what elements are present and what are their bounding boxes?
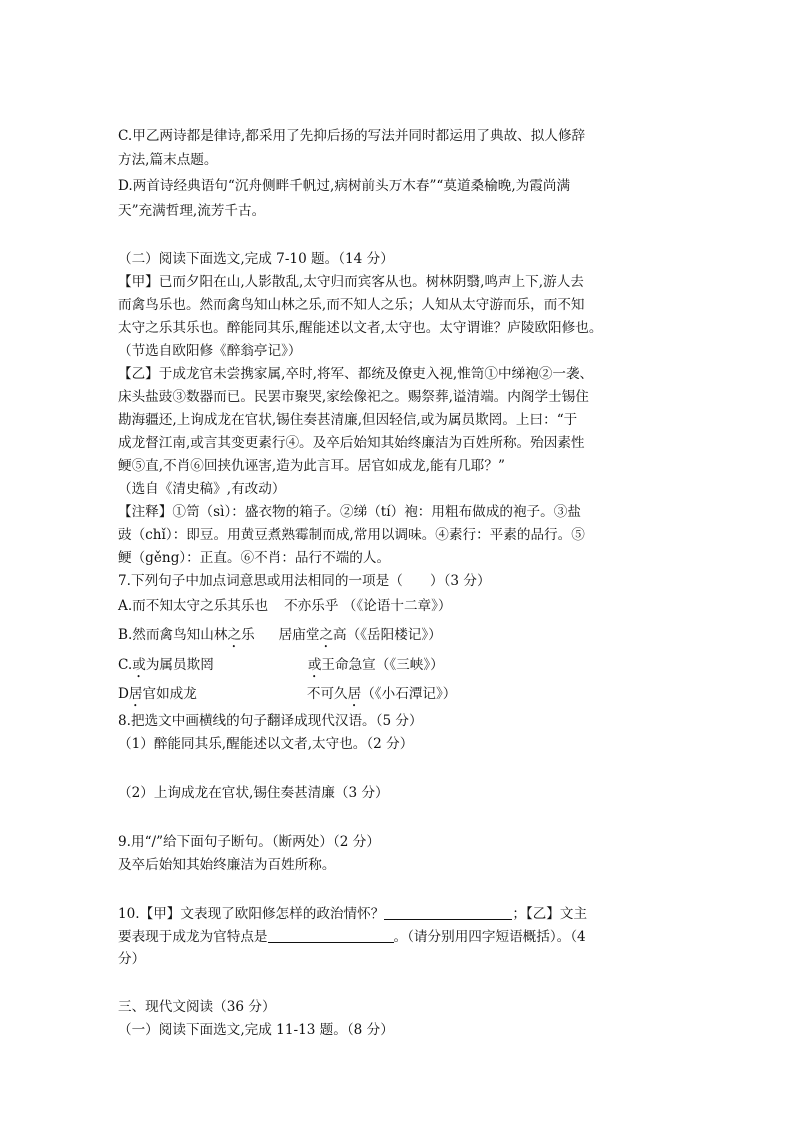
section-2-heading: （二）阅读下面选文,完成 7-10 题。（14 分） [118,251,394,267]
section-3-heading: 三、现代文阅读（36 分） [118,999,276,1015]
question-7-option-d: D居官如成龙 不可久居（《小石潭记》） [118,686,457,702]
dotted-word: 居 [347,686,362,702]
dotted-word: 或 [307,657,322,673]
section-3-subheading: （一）阅读下面选文,完成 11-13 题。（8 分） [118,1022,394,1038]
question-9-sentence: 及卒后始知其始终廉洁为百姓所称。 [118,857,336,873]
notes-line2: 豉（chǐ）：即豆。用黄豆煮熟霉制而成,常用以调味。④素行：平素的品行。⑤ [118,527,585,543]
notes-line3: 鲠（gěng）：正直。⑥不肖：品行不端的人。 [118,550,391,566]
passage-yi-source: （选自《清史稿》,有改动） [118,481,286,497]
question-7-option-a [118,598,678,615]
question-7-option-c: C.或为属员欺罔 或王命急宣（《三峡》） [118,657,444,673]
passage-yi-line5: 鲠⑤直,不肖⑥回挟仇诬害,造为此言耳。居官如成龙,能有几耶？” [118,458,505,474]
question-8-sentence-2: （2）上询成龙在官状,锡住奏甚清廉（3 分） [118,785,389,801]
question-7-title: 7.下列句子中加点词意思或用法相同的一项是（ ）（3 分） [118,573,491,589]
question-7-option-b: B.然而禽鸟知山林之乐 居庙堂之高（《岳阳楼记》） [118,627,442,643]
option-d-line1: D.两首诗经典语句“沉舟侧畔千帆过,病树前头万木春”“莫道桑榆晚,为霞尚满 [118,178,571,194]
option-c-line2: 方法,篇末点题。 [118,152,218,168]
question-10-line1: 10.【甲】文表现了欧阳修怎样的政治情怀？ ；【乙】文主 [118,906,588,922]
passage-jia-source: （节选自欧阳修《醉翁亭记》） [118,343,302,359]
option-d-line2: 天”充满哲理,流芳千古。 [118,203,266,219]
dotted-word: 之 [227,627,242,643]
question-8-title: 8.把选文中画横线的句子翻译成现代汉语。（5 分） [118,713,423,729]
dotted-word: 居 [128,686,143,702]
question-10-line3: 分） [118,951,146,967]
passage-yi-line3: 勘海疆还,上询成龙在官状,锡住奏甚清廉,但因轻信,或为属员欺罔。上曰：“于 [118,412,578,428]
answer-blank-2[interactable] [268,928,394,943]
option-a-left: A.而不知太守之乐其乐也 [118,598,269,614]
passage-yi-line4: 成龙督江南,或言其变更素行④。及卒后始知其始终廉洁为百姓所称。殆因素性 [118,435,585,451]
option-a-right: 不亦乐乎 （《论语十二章》） [284,598,452,614]
notes-line1: 【注释】①笥（sì）：盛衣物的箱子。②绨（tí）袍：用粗布做成的袍子。③盐 [118,504,581,520]
option-c-line1: C.甲乙两诗都是律诗,都采用了先抑后扬的写法并同时都运用了典故、拟人修辞 [118,128,586,144]
passage-jia-line1: 【甲】已而夕阳在山,人影散乱,太守归而宾客从也。树林阴翳,鸣声上下,游人去 [118,274,584,290]
question-10-line2: 要表现于成龙为官特点是 。（请分别用四字短语概括）。（4 [118,929,586,945]
question-8-sentence-1: （1）醉能同其乐,醒能述以文者,太守也。（2 分） [118,736,414,752]
passage-yi-line1: 【乙】于成龙官未尝携家属,卒时,将军、都统及僚吏入视,惟笥①中绨袍②一袭、 [118,366,594,382]
answer-blank-1[interactable] [384,905,512,920]
passage-yi-line2: 床头盐豉③数器而已。民罢市聚哭,家绘像祀之。赐祭葬,谥清端。内阁学士锡住 [118,389,589,405]
dotted-word: 或 [132,657,146,673]
passage-jia-line2: 而禽鸟乐也。然而禽鸟知山林之乐,而不知人之乐；人知从太守游而乐，而不知 [118,297,585,313]
question-9-title: 9.用“/”给下面句子断句。（断两处）（2 分） [118,834,380,850]
dotted-word: 之 [319,627,334,643]
passage-jia-line3: 太守之乐其乐也。醉能同其乐,醒能述以文者,太守也。太守谓谁？庐陵欧阳修也。 [118,320,603,336]
